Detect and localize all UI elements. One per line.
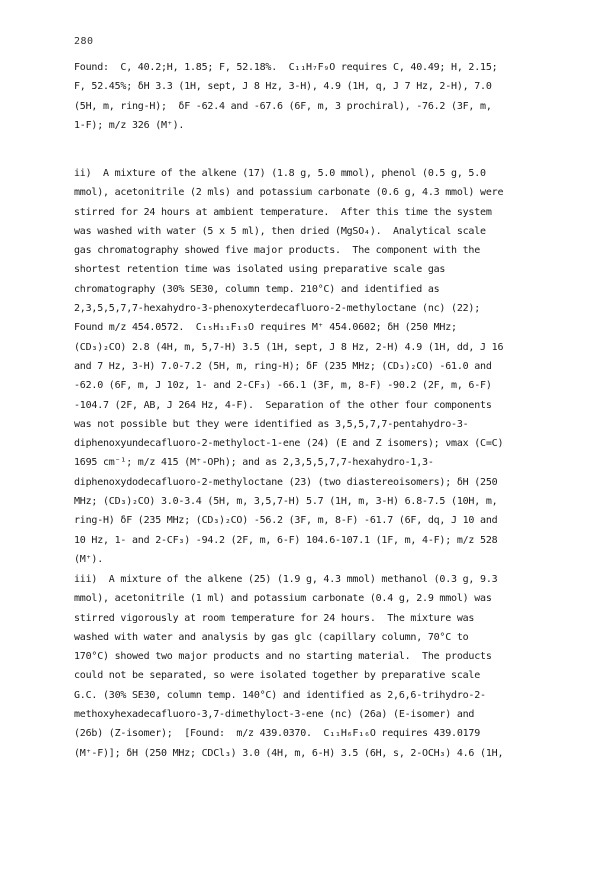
text-line: stirred vigorously at room temperature for 24 hours. The mixture was bbox=[74, 612, 475, 624]
text-line: (26b) (Z-isomer); [Found: m/z 439.0370. C₁₁H₆F₁₆O requires 439.0179 bbox=[74, 728, 481, 740]
text-line: 1695 cm⁻¹; m/z 415 (M⁺-OPh); and as 2,3,5,5,7,7-hexahydro-1,3- bbox=[74, 457, 434, 469]
text-line: and 7 Hz, 3-H) 7.0-7.2 (5H, m, ring-H); δF (235 MHz; (CD₃)₂CO) -61.0 and bbox=[74, 360, 492, 372]
text-line: shortest retention time was isolated using preparative scale gas bbox=[74, 264, 446, 276]
text-line: ring-H) δF (235 MHz; (CD₃)₂CO) -56.2 (3F, m, 8-F) -61.7 (6F, dq, J 10 and bbox=[74, 515, 498, 527]
text-line: 170°C) showed two major products and no starting material. The products bbox=[74, 651, 492, 663]
page-number: 280 bbox=[74, 36, 94, 47]
text-line: ii) A mixture of the alkene (17) (1.8 g, 5.0 mmol), phenol (0.5 g, 5.0 bbox=[74, 168, 486, 179]
text-line: was not possible but they were identified as 3,5,5,7,7-pentahydro-3- bbox=[74, 418, 469, 430]
text-line: (M⁺-F)]; δH (250 MHz; CDCl₃) 3.0 (4H, m, 6-H) 3.5 (6H, s, 2-OCH₃) 4.6 (1H, bbox=[74, 747, 504, 759]
text-line: (5H, m, ring-H); δF -62.4 and -67.6 (6F, m, 3 prochiral), -76.2 (3F, m, bbox=[74, 100, 492, 112]
text-line: 1-F); m/z 326 (M⁺). bbox=[74, 119, 185, 131]
text-line: G.C. (30% SE30, column temp. 140°C) and identified as 2,6,6-trihydro-2- bbox=[74, 689, 486, 701]
text-line: F, 52.45%; δH 3.3 (1H, sept, J 8 Hz, 3-H), 4.9 (1H, q, J 7 Hz, 2-H), 7.0 bbox=[74, 81, 492, 93]
text-line: methoxyhexadecafluoro-3,7-dimethyloct-3-ene (nc) (26a) (E-isomer) and bbox=[74, 709, 475, 721]
text-line: gas chromatography showed five major products. The component with the bbox=[74, 245, 481, 257]
text-line: washed with water and analysis by gas glc (capillary column, 70°C to bbox=[74, 631, 469, 643]
paragraph-found-analysis bbox=[74, 58, 524, 135]
text-line: could not be separated, so were isolated together by preparative scale bbox=[74, 670, 481, 682]
text-line: Found m/z 454.0572. C₁₅H₁₁F₁₃O requires M⁺ 454.0602; δH (250 MHz; bbox=[74, 322, 457, 334]
text-line: -104.7 (2F, AB, J 264 Hz, 4-F). Separation of the other four components bbox=[74, 399, 492, 411]
text-line: Found: C, 40.2;H, 1.85; F, 52.18%. C₁₁H₇F₉O requires C, 40.49; H, 2.15; bbox=[74, 62, 498, 73]
text-line: 2,3,5,5,7,7-hexahydro-3-phenoxyterdecafluoro-2-methyloctane (nc) (22); bbox=[74, 303, 481, 315]
text-line: -62.0 (6F, m, J 10z, 1- and 2-CF₃) -66.1 (3F, m, 8-F) -90.2 (2F, m, 6-F) bbox=[74, 380, 492, 392]
text-line: mmol), acetonitrile (2 mls) and potassium carbonate (0.6 g, 4.3 mmol) were bbox=[74, 187, 504, 199]
paragraph-procedure-ii bbox=[74, 164, 524, 569]
text-line: mmol), acetonitrile (1 ml) and potassium carbonate (0.4 g, 2.9 mmol) was bbox=[74, 593, 492, 605]
text-line: (M⁺). bbox=[74, 553, 104, 565]
text-line: stirred for 24 hours at ambient temperature. After this time the system bbox=[74, 206, 492, 218]
text-line: was washed with water (5 x 5 ml), then dried (MgSO₄). Analytical scale bbox=[74, 225, 486, 237]
text-line: diphenoxyundecafluoro-2-methyloct-1-ene (24) (E and Z isomers); νmax (C=C) bbox=[74, 438, 504, 450]
text-line: chromatography (30% SE30, column temp. 210°C) and identified as bbox=[74, 283, 440, 295]
paragraph-procedure-iii bbox=[74, 570, 524, 763]
text-line: 10 Hz, 1- and 2-CF₃) -94.2 (2F, m, 6-F) 104.6-107.1 (1F, m, 4-F); m/z 528 bbox=[74, 534, 498, 546]
text-line: MHz; (CD₃)₂CO) 3.0-3.4 (5H, m, 3,5,7-H) 5.7 (1H, m, 3-H) 6.8-7.5 (10H, m, bbox=[74, 496, 498, 508]
text-line: iii) A mixture of the alkene (25) (1.9 g, 4.3 mmol) methanol (0.3 g, 9.3 bbox=[74, 574, 498, 585]
text-line: (CD₃)₂CO) 2.8 (4H, m, 5,7-H) 3.5 (1H, sept, J 8 Hz, 2-H) 4.9 (1H, dd, J 16 bbox=[74, 341, 504, 353]
text-line: diphenoxydodecafluoro-2-methyloctane (23) (two diastereoisomers); δH (250 bbox=[74, 476, 498, 488]
